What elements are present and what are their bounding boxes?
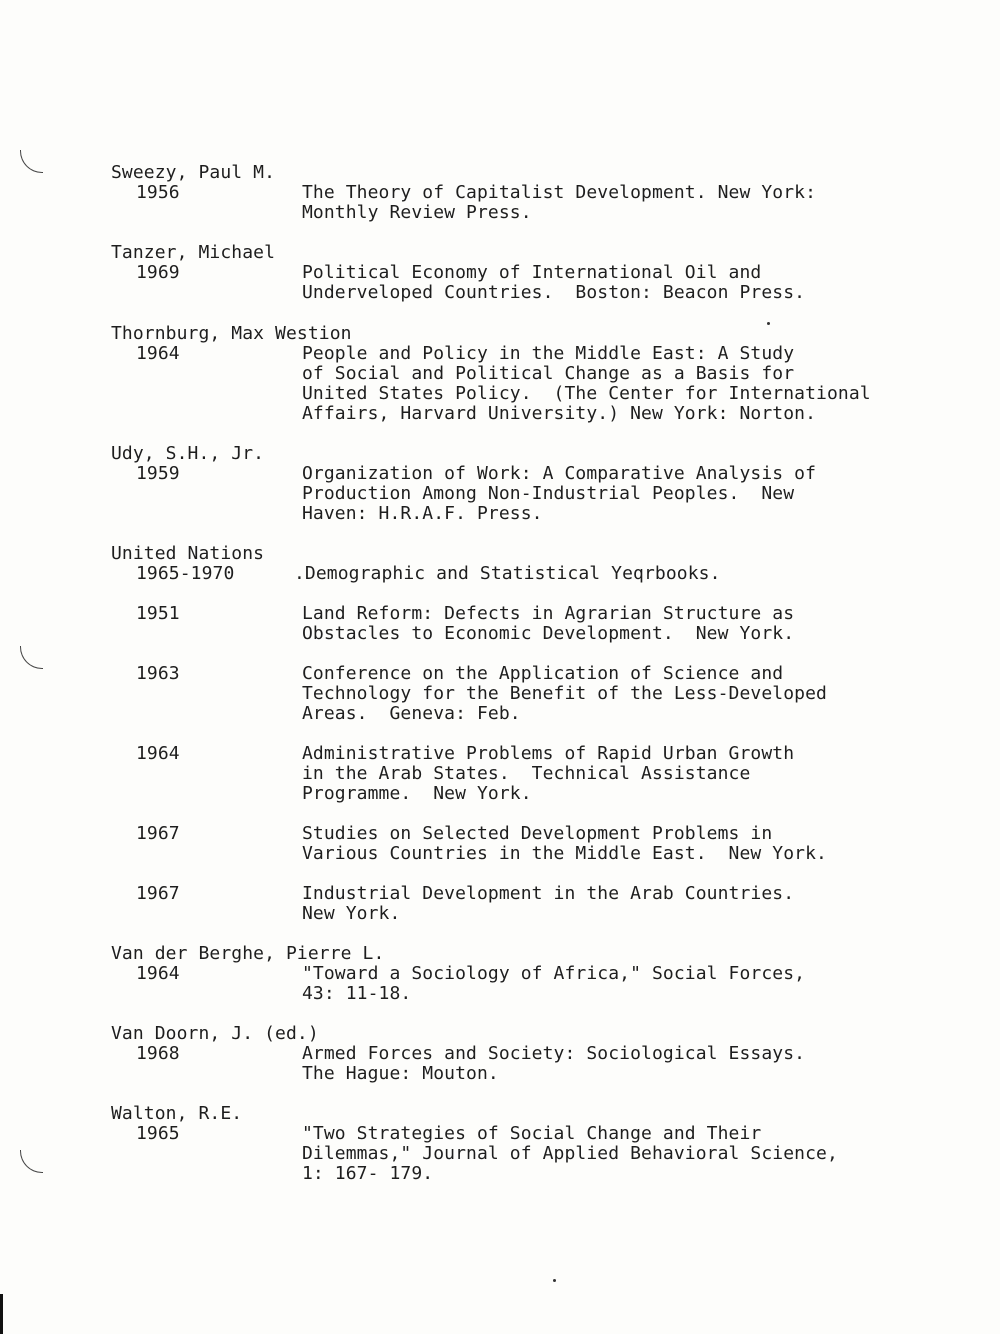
entry-reference-line: Political Economy of International Oil and <box>302 262 762 283</box>
entry-author: Sweezy, Paul M. <box>111 162 276 183</box>
entry-reference-line: The Hague: Mouton. <box>302 1063 499 1084</box>
scan-speck <box>767 322 770 325</box>
entry-reference-line: 1: 167- 179. <box>302 1163 434 1184</box>
entry-reference-line: "Toward a Sociology of Africa," Social Forces, <box>302 963 806 984</box>
entry-reference-line: .Demographic and Statistical Yeqrbooks. <box>294 563 721 584</box>
binder-hole-mark <box>20 150 43 173</box>
entry-reference-line: Various Countries in the Middle East. New York. <box>302 843 827 864</box>
entry-author: Tanzer, Michael <box>111 242 276 263</box>
entry-reference-line: Dilemmas," Journal of Applied Behavioral Science, <box>302 1143 838 1164</box>
entry-reference-line: Armed Forces and Society: Sociological Essays. <box>302 1043 806 1064</box>
entry-reference-line: Studies on Selected Development Problems in <box>302 823 773 844</box>
entry-author: Udy, S.H., Jr. <box>111 443 265 464</box>
binder-hole-mark <box>20 646 43 669</box>
entry-reference-line: Industrial Development in the Arab Countries. <box>302 883 795 904</box>
entry-year: 1959 <box>136 463 180 484</box>
entry-reference-line: Underveloped Countries. Boston: Beacon Press. <box>302 282 806 303</box>
entry-reference-line: Administrative Problems of Rapid Urban Growth <box>302 743 795 764</box>
entry-author: Walton, R.E. <box>111 1103 243 1124</box>
entry-reference-line: Haven: H.R.A.F. Press. <box>302 503 543 524</box>
entry-year: 1963 <box>136 663 180 684</box>
entry-reference-line: Conference on the Application of Science and <box>302 663 784 684</box>
entry-reference-line: Obstacles to Economic Development. New York. <box>302 623 795 644</box>
entry-year: 1965 <box>136 1123 180 1144</box>
entry-author: United Nations <box>111 543 265 564</box>
entry-author: Van der Berghe, Pierre L. <box>111 943 385 964</box>
entry-year: 1967 <box>136 823 180 844</box>
entry-reference-line: United States Policy. (The Center for International <box>302 383 871 404</box>
scan-edge-mark <box>0 1294 3 1334</box>
entry-reference-line: New York. <box>302 903 401 924</box>
entry-year: 1965-1970 <box>136 563 235 584</box>
entry-reference-line: Areas. Geneva: Feb. <box>302 703 521 724</box>
binder-hole-mark <box>20 1150 43 1173</box>
entry-reference-line: Production Among Non-Industrial Peoples. New <box>302 483 795 504</box>
entry-reference-line: Land Reform: Defects in Agrarian Structure as <box>302 603 795 624</box>
entry-year: 1956 <box>136 182 180 203</box>
entry-reference-line: People and Policy in the Middle East: A Study <box>302 343 795 364</box>
entry-year: 1969 <box>136 262 180 283</box>
entry-reference-line: Monthly Review Press. <box>302 202 532 223</box>
entry-author: Thornburg, Max Westion <box>111 323 352 344</box>
entry-reference-line: Organization of Work: A Comparative Analysis of <box>302 463 817 484</box>
entry-reference-line: The Theory of Capitalist Development. New York: <box>302 182 817 203</box>
entry-reference-line: in the Arab States. Technical Assistance <box>302 763 751 784</box>
entry-reference-line: Technology for the Benefit of the Less-Developed <box>302 683 827 704</box>
entry-reference-line: Affairs, Harvard University.) New York: Norton. <box>302 403 817 424</box>
entry-year: 1951 <box>136 603 180 624</box>
entry-year: 1968 <box>136 1043 180 1064</box>
entry-reference-line: "Two Strategies of Social Change and Their <box>302 1123 762 1144</box>
entry-reference-line: Programme. New York. <box>302 783 532 804</box>
scan-speck <box>553 1279 556 1282</box>
entry-reference-line: 43: 11-18. <box>302 983 412 1004</box>
entry-year: 1964 <box>136 343 180 364</box>
entry-year: 1964 <box>136 963 180 984</box>
entry-year: 1964 <box>136 743 180 764</box>
entry-year: 1967 <box>136 883 180 904</box>
entry-author: Van Doorn, J. (ed.) <box>111 1023 319 1044</box>
entry-reference-line: of Social and Political Change as a Basis for <box>302 363 795 384</box>
